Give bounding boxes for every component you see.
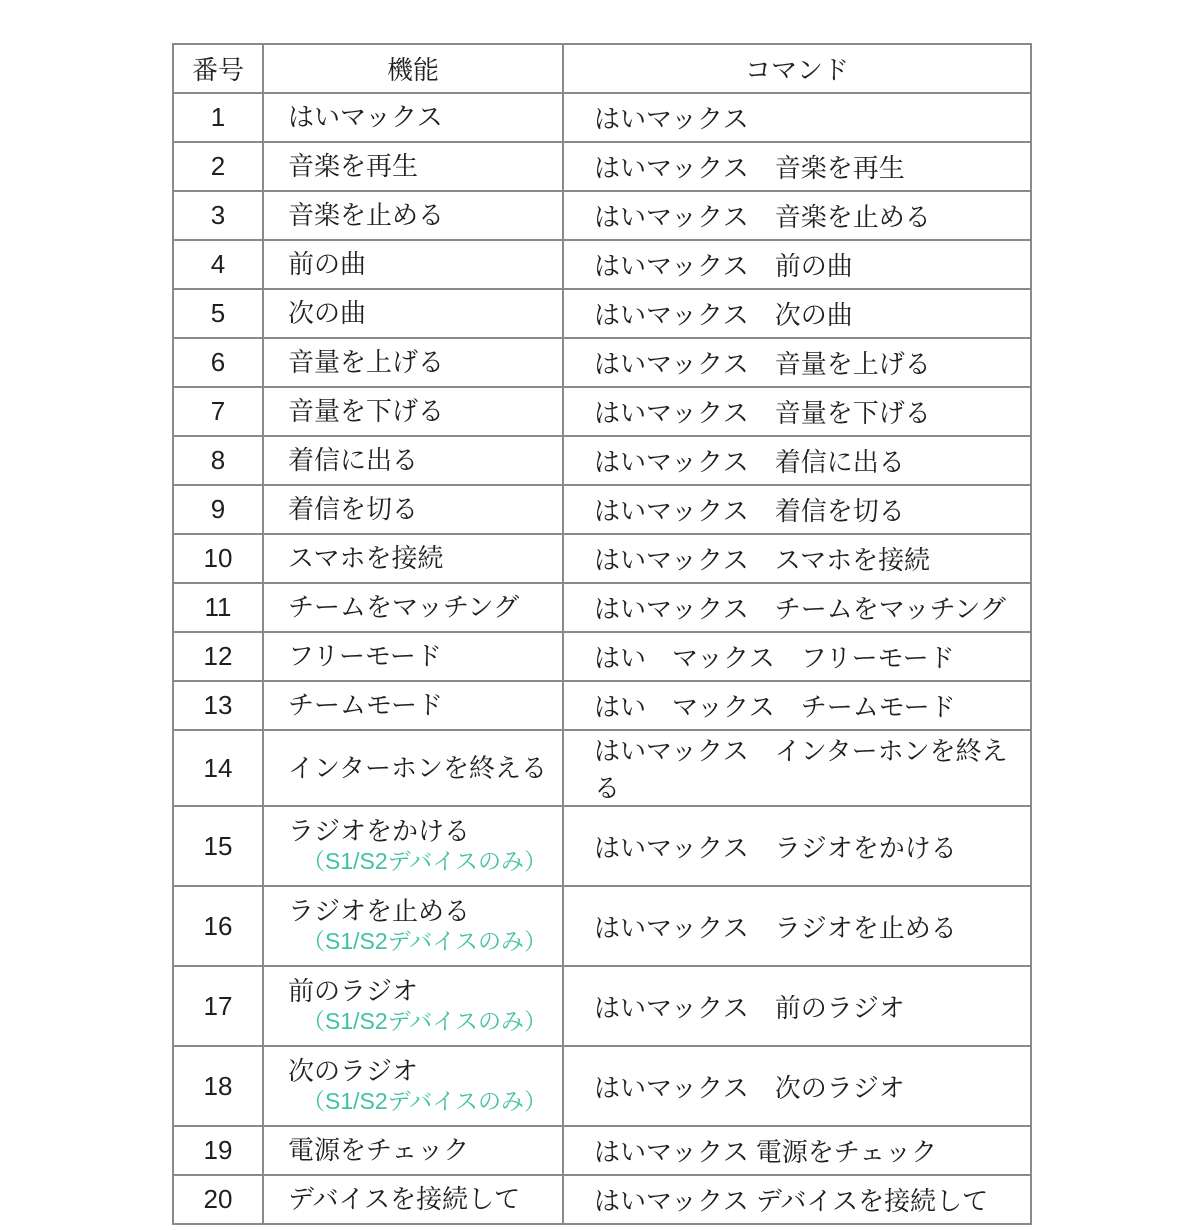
device-note: （S1/S2デバイスのみ） <box>302 928 548 954</box>
header-number: 番号 <box>173 44 263 93</box>
function-cell <box>263 387 563 436</box>
row-number: 7 <box>173 387 263 436</box>
function-label: ラジオをかける <box>288 816 471 846</box>
function-cell <box>263 93 563 142</box>
table-row <box>173 289 1031 338</box>
header-row <box>173 44 1031 93</box>
command-cell: はいマックス 次の曲 <box>563 289 1031 338</box>
function-cell <box>263 436 563 485</box>
function-cell <box>263 583 563 632</box>
table-row <box>173 240 1031 289</box>
table-row <box>173 966 1031 1046</box>
row-number: 19 <box>173 1126 263 1175</box>
row-number: 18 <box>173 1046 263 1126</box>
command-cell: はいマックス スマホを接続 <box>563 534 1031 583</box>
command-cell: はいマックス 前のラジオ <box>563 966 1031 1046</box>
command-cell: はいマックス デバイスを接続して <box>563 1175 1031 1224</box>
table-row <box>173 387 1031 436</box>
command-cell: はいマックス 電源をチェック <box>563 1126 1031 1175</box>
table-row <box>173 730 1031 806</box>
row-number: 15 <box>173 806 263 886</box>
function-label: はいマックス <box>288 102 443 132</box>
function-cell <box>263 886 563 966</box>
row-number: 8 <box>173 436 263 485</box>
function-label: 次の曲 <box>288 298 367 328</box>
table-row <box>173 534 1031 583</box>
table-row <box>173 338 1031 387</box>
function-label: 電源をチェック <box>288 1135 470 1165</box>
row-number: 20 <box>173 1175 263 1224</box>
function-cell <box>263 632 563 681</box>
command-cell: はいマックス インターホンを終える <box>563 730 1031 806</box>
device-note: （S1/S2デバイスのみ） <box>302 848 548 874</box>
table-header <box>173 44 1031 93</box>
table-row <box>173 806 1031 886</box>
row-number: 13 <box>173 681 263 730</box>
function-cell <box>263 681 563 730</box>
command-cell: はいマックス ラジオを止める <box>563 886 1031 966</box>
table-row <box>173 93 1031 142</box>
function-label: 音量を下げる <box>288 396 445 426</box>
function-cell <box>263 240 563 289</box>
row-number: 16 <box>173 886 263 966</box>
function-label: スマホを接続 <box>288 543 444 573</box>
function-label: ラジオを止める <box>288 896 471 926</box>
function-cell <box>263 1126 563 1175</box>
voice-command-table-wrap <box>172 43 1032 1225</box>
function-label: 着信を切る <box>288 494 419 524</box>
header-function: 機能 <box>263 44 563 93</box>
table-row <box>173 1175 1031 1224</box>
row-number: 6 <box>173 338 263 387</box>
command-cell: はいマックス <box>563 93 1031 142</box>
function-label: 音楽を止める <box>288 200 445 230</box>
table-row <box>173 583 1031 632</box>
row-number: 5 <box>173 289 263 338</box>
function-cell <box>263 289 563 338</box>
function-cell <box>263 191 563 240</box>
table-row <box>173 191 1031 240</box>
function-cell <box>263 142 563 191</box>
function-cell <box>263 485 563 534</box>
header-command: コマンド <box>563 44 1031 93</box>
function-label: 着信に出る <box>288 445 419 475</box>
command-table-body <box>173 93 1031 1224</box>
command-cell: はいマックス 音楽を止める <box>563 191 1031 240</box>
command-cell: はい マックス チームモード <box>563 681 1031 730</box>
function-cell <box>263 806 563 886</box>
row-number: 4 <box>173 240 263 289</box>
row-number: 14 <box>173 730 263 806</box>
function-label: インターホンを終える <box>288 752 547 783</box>
function-label: チームをマッチング <box>288 592 520 622</box>
function-cell <box>263 534 563 583</box>
command-cell: はいマックス 音量を下げる <box>563 387 1031 436</box>
row-number: 3 <box>173 191 263 240</box>
command-cell: はいマックス 次のラジオ <box>563 1046 1031 1126</box>
row-number: 17 <box>173 966 263 1046</box>
row-number: 12 <box>173 632 263 681</box>
row-number: 10 <box>173 534 263 583</box>
command-cell: はいマックス 音量を上げる <box>563 338 1031 387</box>
command-cell: はいマックス 着信に出る <box>563 436 1031 485</box>
voice-command-table <box>172 43 1032 1225</box>
table-row <box>173 142 1031 191</box>
row-number: 2 <box>173 142 263 191</box>
function-cell <box>263 1175 563 1224</box>
command-cell: はいマックス 前の曲 <box>563 240 1031 289</box>
function-label: 前の曲 <box>288 249 367 279</box>
function-cell <box>263 1046 563 1126</box>
device-note: （S1/S2デバイスのみ） <box>302 1088 548 1114</box>
function-label: フリーモード <box>288 641 442 671</box>
command-cell: はいマックス 着信を切る <box>563 485 1031 534</box>
table-row <box>173 1126 1031 1175</box>
table-row <box>173 1046 1031 1126</box>
function-label: 音量を上げる <box>288 347 445 377</box>
table-row <box>173 436 1031 485</box>
row-number: 9 <box>173 485 263 534</box>
command-cell: はい マックス フリーモード <box>563 632 1031 681</box>
table-row <box>173 886 1031 966</box>
table-row <box>173 632 1031 681</box>
table-row <box>173 681 1031 730</box>
function-label: 音楽を再生 <box>288 151 419 181</box>
function-label: 前のラジオ <box>288 976 419 1006</box>
function-label: チームモード <box>288 690 443 720</box>
function-label: デバイスを接続して <box>288 1184 521 1214</box>
function-cell <box>263 338 563 387</box>
row-number: 1 <box>173 93 263 142</box>
row-number: 11 <box>173 583 263 632</box>
table-row <box>173 485 1031 534</box>
function-label: 次のラジオ <box>288 1056 419 1086</box>
command-cell: はいマックス 音楽を再生 <box>563 142 1031 191</box>
command-cell: はいマックス チームをマッチング <box>563 583 1031 632</box>
function-cell <box>263 966 563 1046</box>
command-cell: はいマックス ラジオをかける <box>563 806 1031 886</box>
function-cell <box>263 730 563 806</box>
device-note: （S1/S2デバイスのみ） <box>302 1008 548 1034</box>
